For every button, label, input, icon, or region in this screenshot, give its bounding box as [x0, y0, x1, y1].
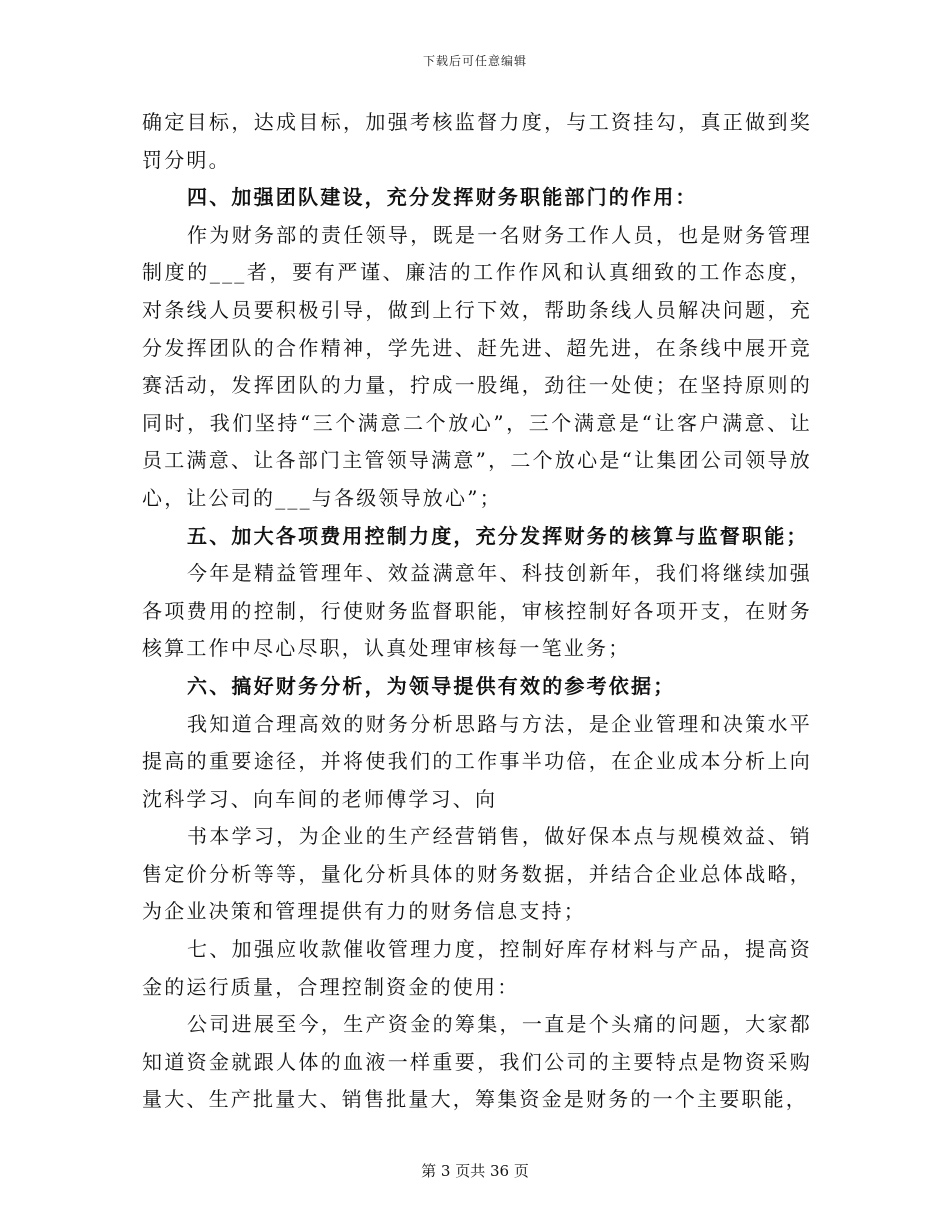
document-body — [142, 104, 812, 1119]
section-heading-7: 七、加强应收款催收管理力度，控制好库存材料与产品，提高资金的运行质量，合理控制资金的使用： — [142, 937, 812, 999]
page-number: 第 3 页共 36 页 — [421, 1162, 529, 1180]
paragraph-5: 书本学习，为企业的生产经营销售，做好保本点与规模效益、销售定价分析等等，量化分析具体的财务数据，并结合企业总体战略，为企业决策和管理提供有力的财务信息支持； — [142, 824, 812, 924]
paragraph-2: 作为财务部的责任领导，既是一名财务工作人员，也是财务管理制度的___者，要有严谨、廉洁的工作作风和认真细致的工作态度，对条线人员要积极引导，做到上行下效，帮助条线人员解决问题，充分发挥团队的合作精神，学先进、赶先进、超先进，在条线中展开竞赛活动，发挥团队的力量，拧成一股绳，劲往一处使；在坚持原则的同时，我们坚持“三个满意二个放心”，三个满意是“让客户满意、让员工满意、让各部门主管领导满意”，二个放心是“让集团公司领导放心，让公司的___与各级领导放心”； — [142, 222, 812, 510]
section-heading-5: 五、加大各项费用控制力度，充分发挥财务的核算与监督职能； — [187, 523, 809, 548]
section-heading-6: 六、搞好财务分析，为领导提供有效的参考依据； — [187, 673, 676, 698]
paragraph-1: 确定目标，达成目标，加强考核监督力度，与工资挂勾，真正做到奖罚分明。 — [142, 110, 812, 172]
section-heading-4: 四、加强团队建设，充分发挥财务职能部门的作用： — [187, 185, 698, 210]
paragraph-6: 公司进展至今，生产资金的筹集，一直是个头痛的问题，大家都知道资金就跟人体的血液一样重要，我们公司的主要特点是物资采购量大、生产批量大、销售批量大，筹集资金是财务的一个主要职能， — [142, 1012, 812, 1112]
paragraph-4: 我知道合理高效的财务分析思路与方法，是企业管理和决策水平提高的重要途径，并将使我们的工作事半功倍，在企业成本分析上向沈科学习、向车间的老师傅学习、向 — [142, 711, 812, 811]
paragraph-3: 今年是精益管理年、效益满意年、科技创新年，我们将继续加强各项费用的控制，行使财务监督职能，审核控制好各项开支，在财务核算工作中尽心尽职，认真处理审核每一笔业务； — [142, 561, 812, 661]
page-header: 下载后可任意编辑 — [422, 54, 527, 68]
